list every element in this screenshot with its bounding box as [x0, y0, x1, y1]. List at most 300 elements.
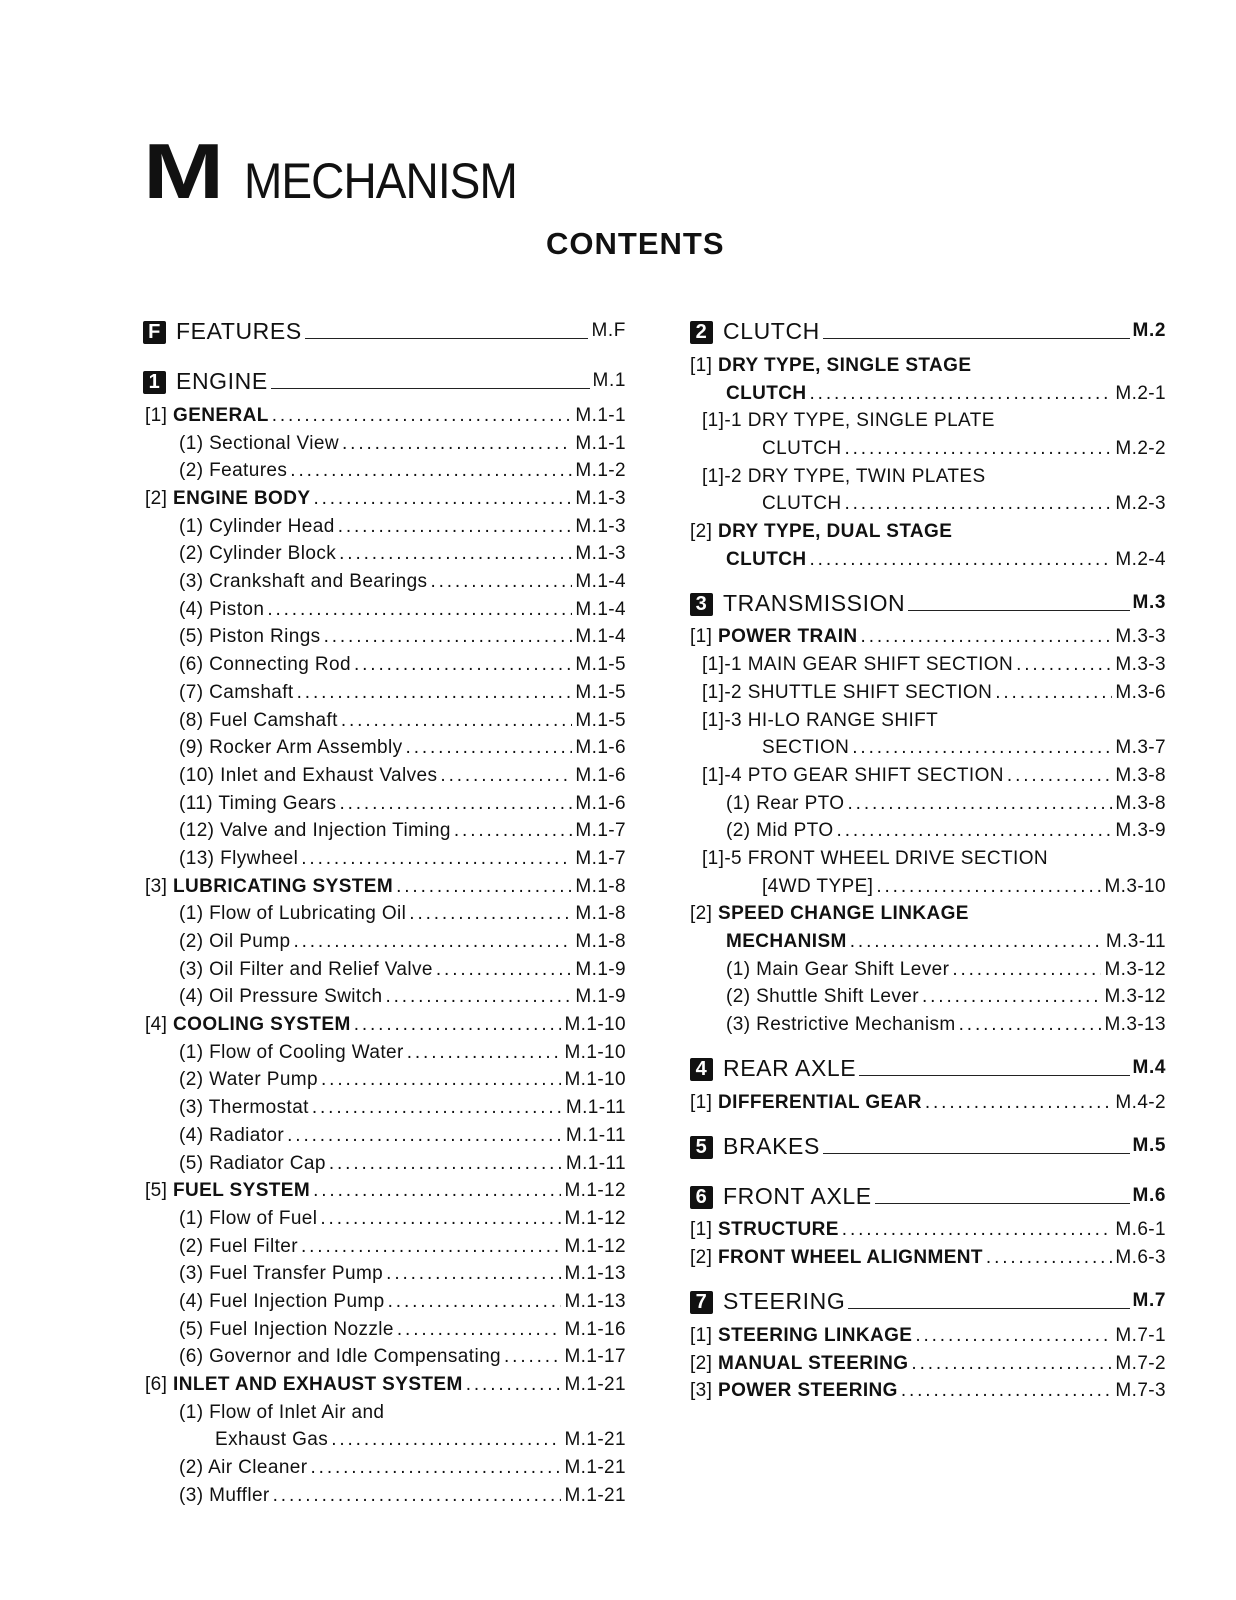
leader-dots: [386, 1260, 561, 1288]
leader-dots: [810, 546, 1113, 574]
toc-entry-title: [702, 707, 938, 735]
leader-line: [823, 1153, 1130, 1154]
toc-entry-row: [143, 513, 626, 541]
toc-entry-number: (1): [726, 792, 757, 814]
toc-page-ref: M.7: [1132, 1289, 1166, 1311]
section-letter: M: [143, 127, 220, 215]
toc-entry-number: (1): [179, 432, 210, 454]
toc-page-ref: M.7-3: [1115, 1380, 1166, 1402]
toc-entry-row: [143, 457, 626, 485]
toc-entry-title: [726, 983, 919, 1011]
toc-entry-title: [179, 1205, 317, 1233]
toc-entry-number: (1): [179, 515, 210, 537]
toc-page-ref: M.3-11: [1105, 931, 1166, 953]
toc-entry-title: [179, 1260, 383, 1288]
leader-dots: [844, 490, 1112, 518]
toc-entry-number: (9): [179, 737, 210, 759]
toc-page-ref: M.2: [1132, 320, 1166, 341]
toc-entry-title: [215, 1426, 328, 1454]
toc-entry-title: [726, 1011, 956, 1039]
toc-entry-text: Cylinder Head: [209, 515, 335, 537]
toc-entry-row: [690, 624, 1166, 652]
toc-entry-title: [179, 762, 437, 790]
toc-page-ref: M.1-8: [575, 875, 626, 897]
toc-entry-title: [179, 1343, 501, 1371]
toc-entry-title: [179, 1233, 298, 1261]
toc-page-ref: M.1: [592, 370, 626, 391]
leader-dots: [440, 762, 572, 790]
leader-dots: [311, 1454, 562, 1482]
leader-line: [823, 338, 1130, 339]
toc-page-ref: M.1-4: [575, 598, 626, 620]
toc-entry-title: [145, 1011, 351, 1039]
toc-section-title: REAR AXLE: [723, 1054, 857, 1081]
toc-entry-row: [690, 817, 1166, 845]
toc-entry-number: (10): [179, 764, 221, 786]
toc-entry-row: [690, 1377, 1166, 1405]
toc-entry-text: DRY TYPE, DUAL STAGE: [718, 521, 953, 543]
toc-entry-row: [143, 596, 626, 624]
toc-entry-text: SECTION: [762, 737, 850, 759]
toc-entry-text: Inlet and Exhaust Valves: [220, 764, 438, 786]
toc-entry-title: [145, 1177, 310, 1205]
toc-entry-number: [1]-2: [702, 465, 748, 487]
toc-entry-text: PTO GEAR SHIFT SECTION: [747, 764, 1004, 786]
section-number-icon: F: [143, 321, 166, 344]
toc-entry-text: Sectional View: [209, 432, 339, 454]
toc-entry-text: HI-LO RANGE SHIFT: [747, 709, 939, 731]
toc-page-ref: M.2-1: [1115, 382, 1166, 404]
toc-page-ref: M.4: [1132, 1056, 1166, 1078]
toc-page-ref: M.1-7: [575, 847, 626, 869]
toc-entry-number: [6]: [145, 1374, 174, 1396]
leader-dots: [911, 1350, 1112, 1378]
toc-entry-title: [762, 873, 873, 901]
leader-dots: [354, 1011, 562, 1039]
toc-entry-text: DRY TYPE, TWIN PLATES: [747, 465, 986, 487]
toc-entry-row: [690, 1089, 1166, 1117]
toc-left-column: [143, 310, 626, 1510]
toc-entry-title: [179, 1288, 385, 1316]
toc-entry-number: (3): [726, 1014, 757, 1036]
toc-entry-text: Shuttle Shift Lever: [756, 986, 919, 1008]
toc-entry-number: (1): [179, 903, 210, 925]
toc-entry-text: Main Gear Shift Lever: [756, 958, 950, 980]
toc-entry-text: Fuel Camshaft: [209, 709, 338, 731]
leader-dots: [287, 1122, 563, 1150]
toc-entry-title: [179, 568, 427, 596]
toc-entry-text: Crankshaft and Bearings: [209, 571, 428, 593]
toc-page-ref: M.1-13: [564, 1290, 626, 1312]
toc-entry-text: DRY TYPE, SINGLE PLATE: [747, 410, 995, 432]
toc-entry-row: [690, 463, 1166, 491]
toc-entry-number: [2]: [690, 1247, 719, 1269]
leader-dots: [388, 1288, 562, 1316]
toc-entry-title: [762, 435, 841, 463]
toc-page-ref: M.3-12: [1104, 986, 1166, 1008]
toc-page-ref: M.1-21: [564, 1374, 626, 1396]
toc-entry-number: (7): [179, 681, 210, 703]
toc-entry-text: Governor and Idle Compensating: [209, 1346, 501, 1368]
toc-page-ref: M.1-12: [564, 1207, 626, 1229]
toc-entry-number: (3): [179, 1263, 210, 1285]
toc-page-ref: M.3: [1132, 591, 1166, 613]
toc-entry-text: Timing Gears: [218, 792, 337, 814]
toc-entry-title: [179, 1399, 384, 1427]
section-gap: [143, 352, 626, 360]
toc-entry-number: [1]-5: [702, 847, 748, 869]
toc-entry-text: GENERAL: [173, 404, 269, 426]
toc-entry-text: Connecting Rod: [209, 654, 351, 676]
toc-entry-title: [702, 679, 992, 707]
toc-page-ref: M.1-9: [575, 986, 626, 1008]
leader-dots: [290, 457, 572, 485]
toc-entry-title: [179, 845, 298, 873]
toc-entry-text: Restrictive Mechanism: [756, 1014, 956, 1036]
toc-entry-number: (3): [179, 958, 210, 980]
toc-entry-row: [143, 1177, 626, 1205]
toc-entry-title: [179, 900, 406, 928]
leader-dots: [1016, 651, 1112, 679]
toc-entry-row: [690, 651, 1166, 679]
toc-entry-number: (4): [179, 1290, 210, 1312]
leader-line: [271, 388, 590, 389]
toc-entry-text: Rear PTO: [756, 792, 845, 814]
toc-entry-row: [143, 1150, 626, 1178]
leader-dots: [331, 1426, 561, 1454]
toc-entry-row: [143, 679, 626, 707]
toc-entry-row: [690, 435, 1166, 463]
toc-entry-text: MECHANISM: [726, 931, 847, 953]
toc-entry-number: (2): [179, 1457, 209, 1479]
leader-line: [848, 1308, 1129, 1309]
toc-page-ref: M.5: [1132, 1134, 1166, 1156]
toc-page-ref: M.1-5: [575, 681, 626, 703]
toc-entry-number: (2): [179, 1069, 210, 1091]
toc-entry-text: SPEED CHANGE LINKAGE: [718, 903, 969, 925]
toc-entry-row: [143, 873, 626, 901]
toc-entry-title: [690, 518, 952, 546]
toc-entry-title: [179, 928, 290, 956]
toc-entry-row: [143, 790, 626, 818]
toc-entry-text: Muffler: [209, 1484, 270, 1506]
toc-entry-number: (11): [179, 792, 219, 814]
leader-dots: [915, 1322, 1112, 1350]
toc-entry-number: (4): [179, 986, 210, 1008]
toc-section-title: FEATURES: [176, 318, 302, 344]
toc-page-ref: M.3-7: [1115, 737, 1166, 759]
toc-entry-title: [179, 1454, 308, 1482]
toc-entry-title: [179, 817, 451, 845]
toc-entry-text: Flow of Lubricating Oil: [209, 903, 407, 925]
toc-page-ref: M.1-3: [575, 515, 626, 537]
toc-entry-row: [690, 1011, 1166, 1039]
toc-entry-row: [690, 900, 1166, 928]
leader-dots: [925, 1089, 1113, 1117]
leader-dots: [466, 1371, 562, 1399]
toc-entry-row: [143, 1260, 626, 1288]
toc-entry-text: MANUAL STEERING: [718, 1352, 909, 1374]
toc-entry-title: [690, 1089, 922, 1117]
toc-entry-row: [143, 624, 626, 652]
toc-entry-text: Thermostat: [208, 1097, 309, 1119]
leader-dots: [313, 1177, 561, 1205]
leader-dots: [339, 790, 572, 818]
toc-entry-number: (3): [179, 1484, 210, 1506]
toc-entry-row: [143, 1011, 626, 1039]
toc-entry-row: [143, 651, 626, 679]
toc-page-ref: M.3-13: [1104, 1014, 1166, 1036]
toc-page-ref: M.3-3: [1115, 654, 1166, 676]
toc-entry-title: [690, 900, 969, 928]
toc-entry-text: Flywheel: [220, 847, 299, 869]
toc-section-row: [690, 310, 1166, 352]
leader-dots: [267, 596, 572, 624]
toc-page-ref: M.7-2: [1115, 1352, 1166, 1374]
toc-page-ref: M.1-10: [564, 1041, 626, 1063]
toc-entry-number: (2): [179, 1235, 210, 1257]
toc-entry-number: (2): [179, 543, 210, 565]
toc-entry-row: [690, 518, 1166, 546]
toc-entry-title: [690, 1244, 983, 1272]
toc-entry-text: FRONT WHEEL ALIGNMENT: [718, 1247, 983, 1269]
toc-entry-row: [690, 1217, 1166, 1245]
contents-heading: CONTENTS: [546, 226, 725, 261]
toc-entry-title: [145, 1371, 463, 1399]
leader-line: [305, 338, 589, 339]
toc-entry-text: Oil Pump: [209, 931, 291, 953]
toc-entry-title: [726, 380, 807, 408]
toc-page-ref: M.1-2: [575, 460, 626, 482]
toc-page-ref: M.1-16: [564, 1318, 626, 1340]
toc-section-title: FRONT AXLE: [723, 1182, 872, 1209]
leader-dots: [959, 1011, 1102, 1039]
leader-line: [908, 610, 1129, 611]
toc-entry-number: (2): [726, 986, 757, 1008]
toc-page-ref: M.7-1: [1115, 1324, 1166, 1346]
section-title: MECHANISM: [243, 153, 517, 209]
toc-entry-text: Water Pump: [209, 1069, 318, 1091]
toc-page-ref: M.1-21: [564, 1457, 626, 1479]
toc-entry-text: Oil Pressure Switch: [209, 986, 383, 1008]
toc-entry-title: [179, 734, 403, 762]
leader-dots: [385, 983, 572, 1011]
toc-entry-text: Rocker Arm Assembly: [209, 737, 403, 759]
toc-entry-title: [690, 1322, 912, 1350]
toc-entry-number: [2]: [145, 488, 174, 510]
toc-entry-row: [690, 1350, 1166, 1378]
toc-page-ref: M.1-6: [575, 792, 626, 814]
toc-page-ref: M.F: [591, 320, 626, 341]
toc-entry-row: [143, 568, 626, 596]
leader-dots: [320, 1205, 561, 1233]
toc-entry-number: [1]: [690, 354, 719, 376]
toc-entry-row: [690, 380, 1166, 408]
toc-entry-title: [179, 623, 321, 651]
toc-entry-title: [762, 490, 841, 518]
toc-entry-row: [143, 845, 626, 873]
toc-entry-number: (5): [179, 1318, 210, 1340]
toc-page-ref: M.1-4: [575, 626, 626, 648]
toc-entry-title: [179, 956, 433, 984]
toc-page-ref: M.1-6: [575, 764, 626, 786]
toc-page-ref: M.3-6: [1115, 681, 1166, 703]
toc-entry-number: [1]: [690, 1091, 719, 1113]
toc-entry-number: (13): [179, 847, 221, 869]
toc-entry-row: [143, 817, 626, 845]
toc-entry-row: [143, 1399, 626, 1427]
toc-entry-number: [1]: [690, 1219, 719, 1241]
toc-entry-text: Cylinder Block: [209, 543, 337, 565]
toc-entry-row: [143, 1371, 626, 1399]
section-number-icon: 4: [690, 1058, 713, 1081]
leader-dots: [850, 928, 1103, 956]
toc-entry-title: [690, 1377, 898, 1405]
toc-entry-text: CLUTCH: [726, 548, 807, 570]
toc-entry-title: [690, 623, 858, 651]
toc-entry-number: [3]: [690, 1380, 719, 1402]
leader-dots: [324, 624, 573, 652]
toc-entry-row: [143, 900, 626, 928]
toc-entry-title: [702, 762, 1004, 790]
toc-entry-row: [143, 1426, 626, 1454]
leader-dots: [837, 817, 1113, 845]
leader-dots: [430, 568, 572, 596]
toc-entry-text: Radiator Cap: [209, 1152, 326, 1174]
leader-dots: [407, 1039, 562, 1067]
toc-section-title: STEERING: [723, 1287, 846, 1314]
toc-entry-title: [179, 596, 264, 624]
toc-page-ref: M.1-11: [565, 1097, 626, 1119]
toc-entry-title: [726, 817, 834, 845]
toc-entry-title: [690, 1350, 908, 1378]
toc-page-ref: M.3-10: [1104, 875, 1166, 897]
toc-entry-text: Mid PTO: [756, 820, 834, 842]
leader-dots: [995, 679, 1112, 707]
toc-entry-number: (6): [179, 654, 210, 676]
toc-entry-row: [143, 1482, 626, 1510]
toc-section-row: [690, 1280, 1166, 1322]
toc-entry-title: [179, 679, 294, 707]
leader-dots: [436, 956, 573, 984]
toc-entry-text: STEERING LINKAGE: [718, 1324, 913, 1346]
toc-entry-number: (1): [179, 1041, 210, 1063]
toc-entry-text: Fuel Injection Pump: [209, 1290, 385, 1312]
toc-entry-number: [5]: [145, 1180, 174, 1202]
toc-entry-row: [143, 1233, 626, 1261]
toc-entry-title: [702, 651, 1013, 679]
leader-dots: [301, 1233, 561, 1261]
toc-entry-number: [1]: [145, 404, 174, 426]
section-gap: [690, 1167, 1166, 1175]
toc-page-ref: M.1-5: [575, 709, 626, 731]
section-gap: [690, 1117, 1166, 1125]
toc-entry-title: [726, 928, 847, 956]
page-title: [143, 127, 541, 215]
toc-entry-row: [143, 1122, 626, 1150]
toc-page-ref: M.6: [1132, 1184, 1166, 1206]
leader-dots: [842, 1217, 1113, 1245]
toc-section-title: CLUTCH: [723, 318, 820, 344]
leader-dots: [409, 900, 572, 928]
toc-entry-title: [179, 1150, 326, 1178]
toc-entry-title: [179, 1066, 318, 1094]
section-gap: [690, 574, 1166, 582]
toc-entry-title: [179, 983, 382, 1011]
toc-entry-number: [4]: [145, 1014, 174, 1036]
leader-dots: [901, 1377, 1113, 1405]
toc-entry-text: [4WD TYPE]: [762, 875, 874, 897]
toc-entry-row: [143, 1316, 626, 1344]
toc-entry-row: [143, 762, 626, 790]
toc-entry-number: (8): [179, 709, 210, 731]
toc-entry-row: [690, 734, 1166, 762]
toc-entry-number: [1]: [690, 626, 719, 648]
toc-entry-title: [145, 402, 269, 430]
toc-entry-text: DIFFERENTIAL GEAR: [718, 1091, 922, 1113]
toc-entry-title: [726, 546, 807, 574]
leader-dots: [922, 983, 1101, 1011]
toc-entry-row: [143, 1288, 626, 1316]
toc-section-title: TRANSMISSION: [723, 589, 906, 616]
toc-page-ref: M.1-21: [564, 1484, 626, 1506]
toc-entry-text: Fuel Transfer Pump: [209, 1263, 384, 1285]
section-number-icon: 3: [690, 593, 713, 616]
toc-page-ref: M.2-3: [1115, 493, 1166, 515]
leader-dots: [338, 513, 573, 541]
toc-entry-title: [179, 430, 339, 458]
leader-dots: [986, 1244, 1113, 1272]
leader-dots: [312, 1094, 563, 1122]
leader-dots: [342, 430, 572, 458]
toc-entry-text: POWER TRAIN: [718, 626, 858, 648]
toc-entry-text: Exhaust Gas: [215, 1429, 329, 1451]
toc-page-ref: M.1-13: [564, 1263, 626, 1285]
toc-page-ref: M.1-17: [564, 1346, 626, 1368]
toc-entry-row: [143, 1343, 626, 1371]
toc-entry-title: [179, 1122, 284, 1150]
leader-dots: [861, 624, 1113, 652]
leader-line: [875, 1203, 1130, 1204]
toc-entry-number: [1]: [690, 1324, 719, 1346]
toc-entry-number: (2): [179, 460, 210, 482]
section-gap: [690, 1039, 1166, 1047]
toc-page-ref: M.1-3: [575, 543, 626, 565]
leader-dots: [406, 734, 573, 762]
toc-page-ref: M.1-6: [575, 737, 626, 759]
toc-entry-row: [143, 1454, 626, 1482]
toc-entry-row: [143, 707, 626, 735]
toc-page-ref: M.1-11: [565, 1152, 626, 1174]
toc-entry-row: [143, 1039, 626, 1067]
toc-entry-row: [690, 546, 1166, 574]
toc-entry-text: Piston Rings: [209, 626, 321, 648]
toc-entry-row: [690, 762, 1166, 790]
toc-page-ref: M.1-10: [564, 1014, 626, 1036]
toc-entry-number: (3): [179, 1097, 209, 1119]
toc-section-row: [690, 582, 1166, 624]
leader-line: [859, 1075, 1129, 1076]
toc-entry-text: POWER STEERING: [718, 1380, 898, 1402]
leader-dots: [876, 873, 1101, 901]
toc-page-ref: M.1-11: [565, 1124, 626, 1146]
toc-entry-text: LUBRICATING SYSTEM: [173, 875, 394, 897]
toc-page-ref: M.1-8: [575, 931, 626, 953]
toc-entry-title: [726, 790, 845, 818]
section-number-icon: 7: [690, 1291, 713, 1314]
toc-entry-number: (12): [179, 820, 221, 842]
toc-entry-row: [690, 790, 1166, 818]
